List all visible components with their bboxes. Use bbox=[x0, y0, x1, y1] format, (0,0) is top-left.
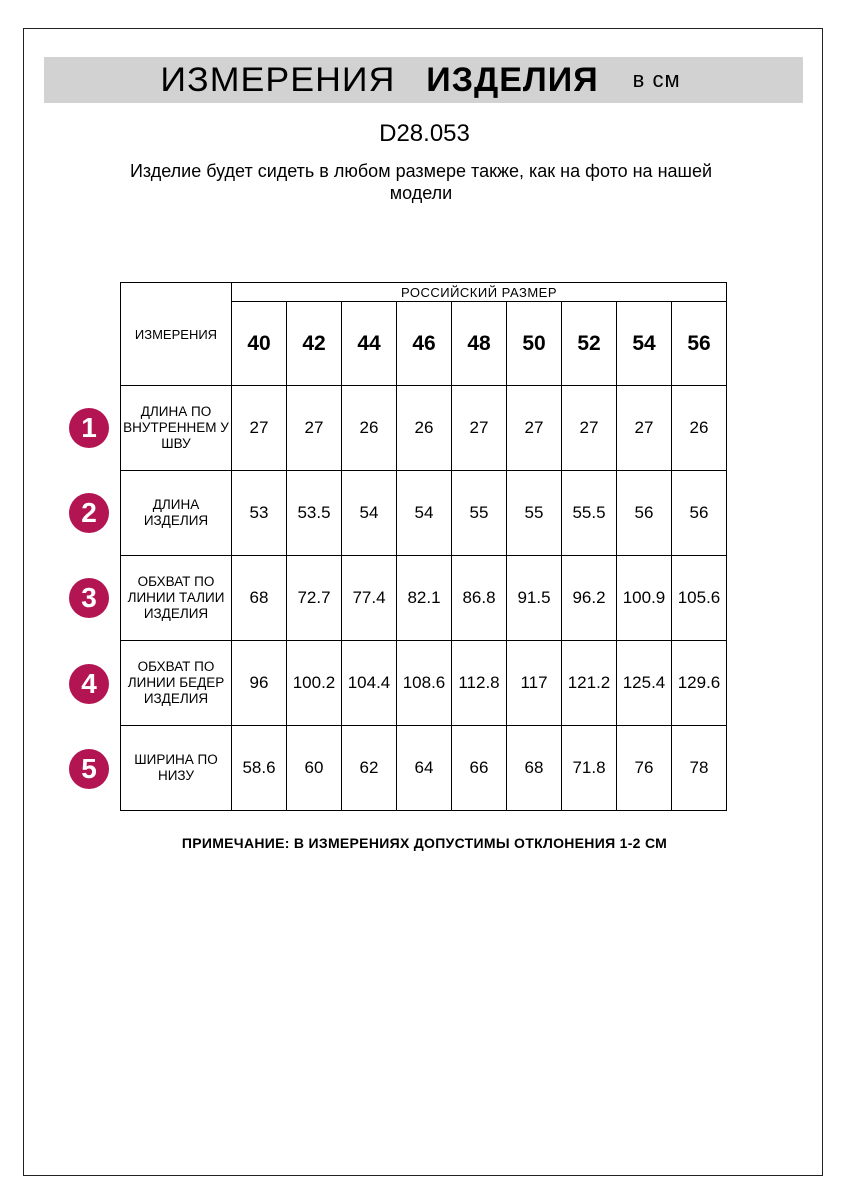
measurement-value: 96 bbox=[232, 641, 287, 726]
measurement-value: 117 bbox=[507, 641, 562, 726]
product-code: D28.053 bbox=[379, 120, 470, 147]
measurement-value: 66 bbox=[452, 726, 507, 811]
measurement-label: ДЛИНА ПО ВНУТРЕННЕМ У ШВУ bbox=[121, 386, 232, 471]
measurement-value: 86.8 bbox=[452, 556, 507, 641]
measurement-value: 27 bbox=[562, 386, 617, 471]
row-number-badge: 2 bbox=[69, 493, 109, 533]
table-row bbox=[121, 386, 727, 471]
measurement-value: 55 bbox=[507, 471, 562, 556]
russian-size-header: РОССИЙСКИЙ РАЗМЕР bbox=[232, 283, 727, 302]
title-measurements: ИЗМЕРЕНИЯ bbox=[160, 60, 396, 99]
measurement-value: 112.8 bbox=[452, 641, 507, 726]
size-header: 52 bbox=[562, 302, 617, 386]
measurement-value: 55.5 bbox=[562, 471, 617, 556]
measurement-value: 53.5 bbox=[287, 471, 342, 556]
measurement-value: 76 bbox=[617, 726, 672, 811]
measurement-label: ОБХВАТ ПО ЛИНИИ ТАЛИИ ИЗДЕЛИЯ bbox=[121, 556, 232, 641]
measurement-value: 27 bbox=[232, 386, 287, 471]
measurement-value: 82.1 bbox=[397, 556, 452, 641]
size-table bbox=[120, 282, 727, 811]
size-header: 56 bbox=[672, 302, 727, 386]
title-unit: в см bbox=[632, 67, 681, 92]
measurement-value: 72.7 bbox=[287, 556, 342, 641]
measurement-value: 91.5 bbox=[507, 556, 562, 641]
measurement-value: 26 bbox=[397, 386, 452, 471]
title-product: ИЗДЕЛИЯ bbox=[426, 60, 599, 99]
measurement-value: 125.4 bbox=[617, 641, 672, 726]
measurement-value: 55 bbox=[452, 471, 507, 556]
table-row bbox=[121, 556, 727, 641]
measurement-label: ШИРИНА ПО НИЗУ bbox=[121, 726, 232, 811]
measurement-value: 56 bbox=[617, 471, 672, 556]
measurement-value: 71.8 bbox=[562, 726, 617, 811]
row-number-badge: 4 bbox=[69, 664, 109, 704]
measurement-label: ОБХВАТ ПО ЛИНИИ БЕДЕР ИЗДЕЛИЯ bbox=[121, 641, 232, 726]
measurement-value: 104.4 bbox=[342, 641, 397, 726]
measurement-value: 105.6 bbox=[672, 556, 727, 641]
tolerance-note: ПРИМЕЧАНИЕ: В ИЗМЕРЕНИЯХ ДОПУСТИМЫ ОТКЛОНЕНИЯ 1-2 СМ bbox=[181, 835, 668, 851]
corner-label: ИЗМЕРЕНИЯ bbox=[121, 283, 232, 386]
fit-note: Изделие будет сидеть в любом размере также, как на фото на нашей модели bbox=[129, 161, 713, 203]
measurement-value: 26 bbox=[672, 386, 727, 471]
size-header: 40 bbox=[232, 302, 287, 386]
row-number-badge: 3 bbox=[69, 578, 109, 618]
measurement-value: 68 bbox=[507, 726, 562, 811]
measurement-value: 64 bbox=[397, 726, 452, 811]
measurement-value: 27 bbox=[452, 386, 507, 471]
row-number-badge: 1 bbox=[69, 408, 109, 448]
measurement-label: ДЛИНА ИЗДЕЛИЯ bbox=[121, 471, 232, 556]
table-row bbox=[121, 641, 727, 726]
measurement-value: 100.2 bbox=[287, 641, 342, 726]
measurement-value: 27 bbox=[287, 386, 342, 471]
measurement-value: 68 bbox=[232, 556, 287, 641]
measurement-value: 78 bbox=[672, 726, 727, 811]
measurement-value: 129.6 bbox=[672, 641, 727, 726]
measurement-rows bbox=[121, 386, 727, 811]
measurement-value: 58.6 bbox=[232, 726, 287, 811]
measurement-value: 56 bbox=[672, 471, 727, 556]
row-number-badge: 5 bbox=[69, 749, 109, 789]
measurement-value: 96.2 bbox=[562, 556, 617, 641]
measurement-value: 62 bbox=[342, 726, 397, 811]
measurement-value: 54 bbox=[397, 471, 452, 556]
measurement-value: 100.9 bbox=[617, 556, 672, 641]
size-header: 50 bbox=[507, 302, 562, 386]
size-header: 44 bbox=[342, 302, 397, 386]
measurement-value: 60 bbox=[287, 726, 342, 811]
table-row bbox=[121, 726, 727, 811]
size-header: 42 bbox=[287, 302, 342, 386]
measurement-value: 27 bbox=[617, 386, 672, 471]
table-row bbox=[121, 471, 727, 556]
measurement-value: 121.2 bbox=[562, 641, 617, 726]
measurement-value: 54 bbox=[342, 471, 397, 556]
size-header: 46 bbox=[397, 302, 452, 386]
measurement-value: 27 bbox=[507, 386, 562, 471]
measurement-value: 53 bbox=[232, 471, 287, 556]
measurement-value: 108.6 bbox=[397, 641, 452, 726]
measurement-value: 77.4 bbox=[342, 556, 397, 641]
size-header: 48 bbox=[452, 302, 507, 386]
title-bar bbox=[44, 57, 803, 103]
size-header: 54 bbox=[617, 302, 672, 386]
measurement-value: 26 bbox=[342, 386, 397, 471]
